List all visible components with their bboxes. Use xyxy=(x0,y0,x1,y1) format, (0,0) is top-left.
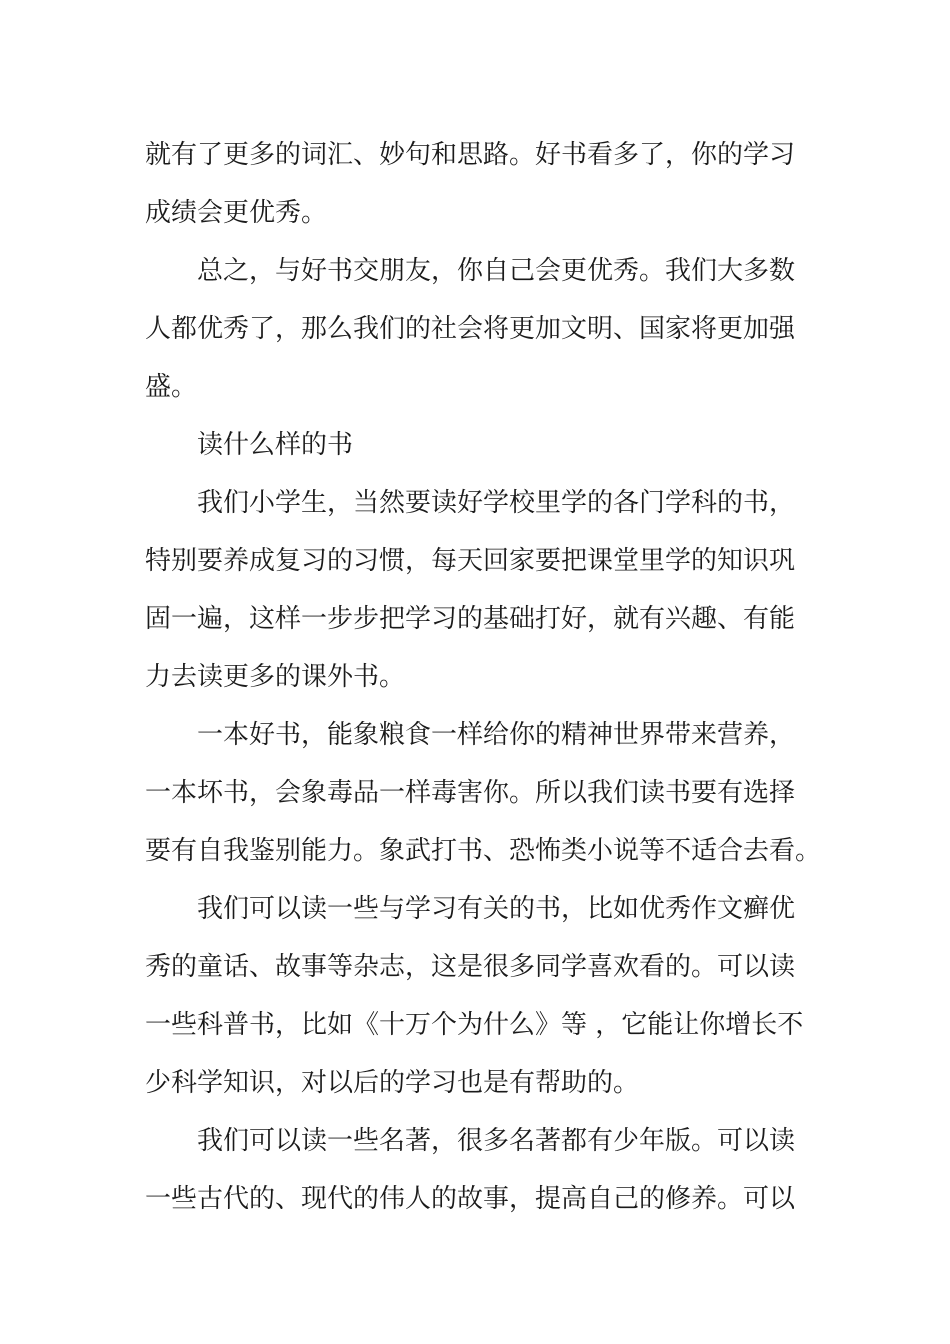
document-body xyxy=(145,126,822,1228)
text-line-18: 我们可以读一些名著，很多名著都有少年版。可以读 xyxy=(197,1126,796,1156)
text-line-9: 固一遍，这样一步步把学习的基础打好，就有兴趣、有能 xyxy=(145,604,796,634)
text-line-7: 我们小学生，当然要读好学校里学的各门学科的书， xyxy=(197,488,796,518)
text-line-14: 我们可以读一些与学习有关的书，比如优秀作文癣优 xyxy=(197,894,796,924)
text-line-3: 总之，与好书交朋友，你自己会更优秀。我们大多数 xyxy=(197,256,796,286)
text-line-1: 就有了更多的词汇、妙句和思路。好书看多了，你的学习 xyxy=(145,140,796,170)
text-line-16: 一些科普书，比如《十万个为什么》等 ，它能让你增长不 xyxy=(145,1010,804,1040)
text-line-11: 一本好书，能象粮食一样给你的精神世界带来营养， xyxy=(197,720,796,750)
text-line-8: 特别要养成复习的习惯，每天回家要把课堂里学的知识巩 xyxy=(145,546,796,576)
text-line-4: 人都优秀了，那么我们的社会将更加文明、国家将更加强 xyxy=(145,314,796,344)
text-line-19: 一些古代的、现代的伟人的故事，提高自己的修养。可以 xyxy=(145,1184,796,1214)
text-line-2: 成绩会更优秀。 xyxy=(145,198,328,228)
text-line-15: 秀的童话、故事等杂志，这是很多同学喜欢看的。可以读 xyxy=(145,952,796,982)
section-heading: 读什么样的书 xyxy=(197,430,354,460)
text-line-12: 一本坏书，会象毒品一样毒害你。所以我们读书要有选择 xyxy=(145,778,796,808)
text-line-17: 少科学知识，对以后的学习也是有帮助的。 xyxy=(145,1068,640,1098)
text-line-10: 力去读更多的课外书。 xyxy=(145,662,406,692)
text-line-5: 盛。 xyxy=(145,372,198,402)
text-line-13: 要有自我鉴别能力。象武打书、恐怖类小说等不适合去看。 xyxy=(145,836,822,866)
